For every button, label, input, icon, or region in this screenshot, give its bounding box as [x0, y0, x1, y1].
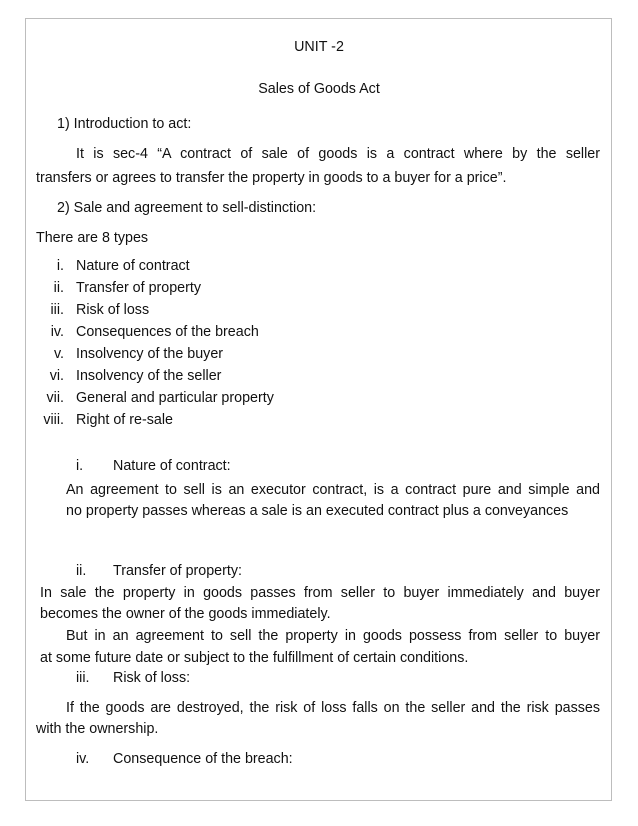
types-intro: There are 8 types — [36, 230, 149, 246]
unit-label: UNIT -2 — [294, 39, 344, 55]
list-item: Right of re-sale — [76, 412, 173, 428]
subsection-number: iv. — [76, 751, 90, 767]
list-item: Insolvency of the buyer — [76, 346, 224, 362]
risk-line-2: with the ownership. — [36, 721, 159, 737]
list-item-number: viii. — [43, 412, 64, 428]
transfer-line-1: In sale the property in goods passes from seller to buyer immediately and buyer — [40, 585, 600, 601]
subsection-number: iii. — [76, 670, 90, 686]
page-title: Sales of Goods Act — [258, 81, 380, 97]
list-item: General and particular property — [76, 390, 274, 406]
subsection-heading-breach: Consequence of the breach: — [113, 751, 293, 767]
subsection-number: ii. — [76, 563, 87, 579]
list-item-number: vi. — [49, 368, 64, 384]
subsection-heading-transfer: Transfer of property: — [113, 563, 242, 579]
list-item-number: i. — [56, 258, 64, 274]
list-item: Transfer of property — [76, 280, 202, 296]
section-heading-introduction: 1) Introduction to act: — [57, 116, 192, 132]
transfer-line-3: But in an agreement to sell the property in goods possess from seller to buyer — [66, 628, 600, 644]
intro-line-2: transfers or agrees to transfer the property in goods to a buyer for a price”. — [36, 170, 507, 186]
list-item: Nature of contract — [76, 258, 190, 274]
transfer-line-4: at some future date or subject to the fulfillment of certain conditions. — [40, 650, 469, 666]
intro-line-1: It is sec-4 “A contract of sale of goods is a contract where by the seller — [76, 146, 600, 162]
subsection-heading-nature: Nature of contract: — [113, 458, 231, 474]
list-item: Risk of loss — [76, 302, 150, 318]
nature-line-1: An agreement to sell is an executor contract, is a contract pure and simple and — [66, 482, 600, 498]
list-item-number: iii. — [50, 302, 64, 318]
risk-line-1: If the goods are destroyed, the risk of loss falls on the seller and the risk passes — [66, 700, 600, 716]
nature-line-2: no property passes whereas a sale is an executed contract plus a conveyances — [66, 503, 569, 519]
list-item-number: v. — [53, 346, 64, 362]
list-item: Insolvency of the seller — [76, 368, 222, 384]
list-item-number: iv. — [50, 324, 64, 340]
section-heading-distinction: 2) Sale and agreement to sell-distinction: — [57, 200, 317, 216]
subsection-heading-risk: Risk of loss: — [113, 670, 191, 686]
subsection-number: i. — [76, 458, 84, 474]
list-item-number: ii. — [53, 280, 64, 296]
transfer-line-2: becomes the owner of the goods immediately. — [40, 606, 331, 622]
list-item-number: vii. — [46, 390, 64, 406]
list-item: Consequences of the breach — [76, 324, 259, 340]
